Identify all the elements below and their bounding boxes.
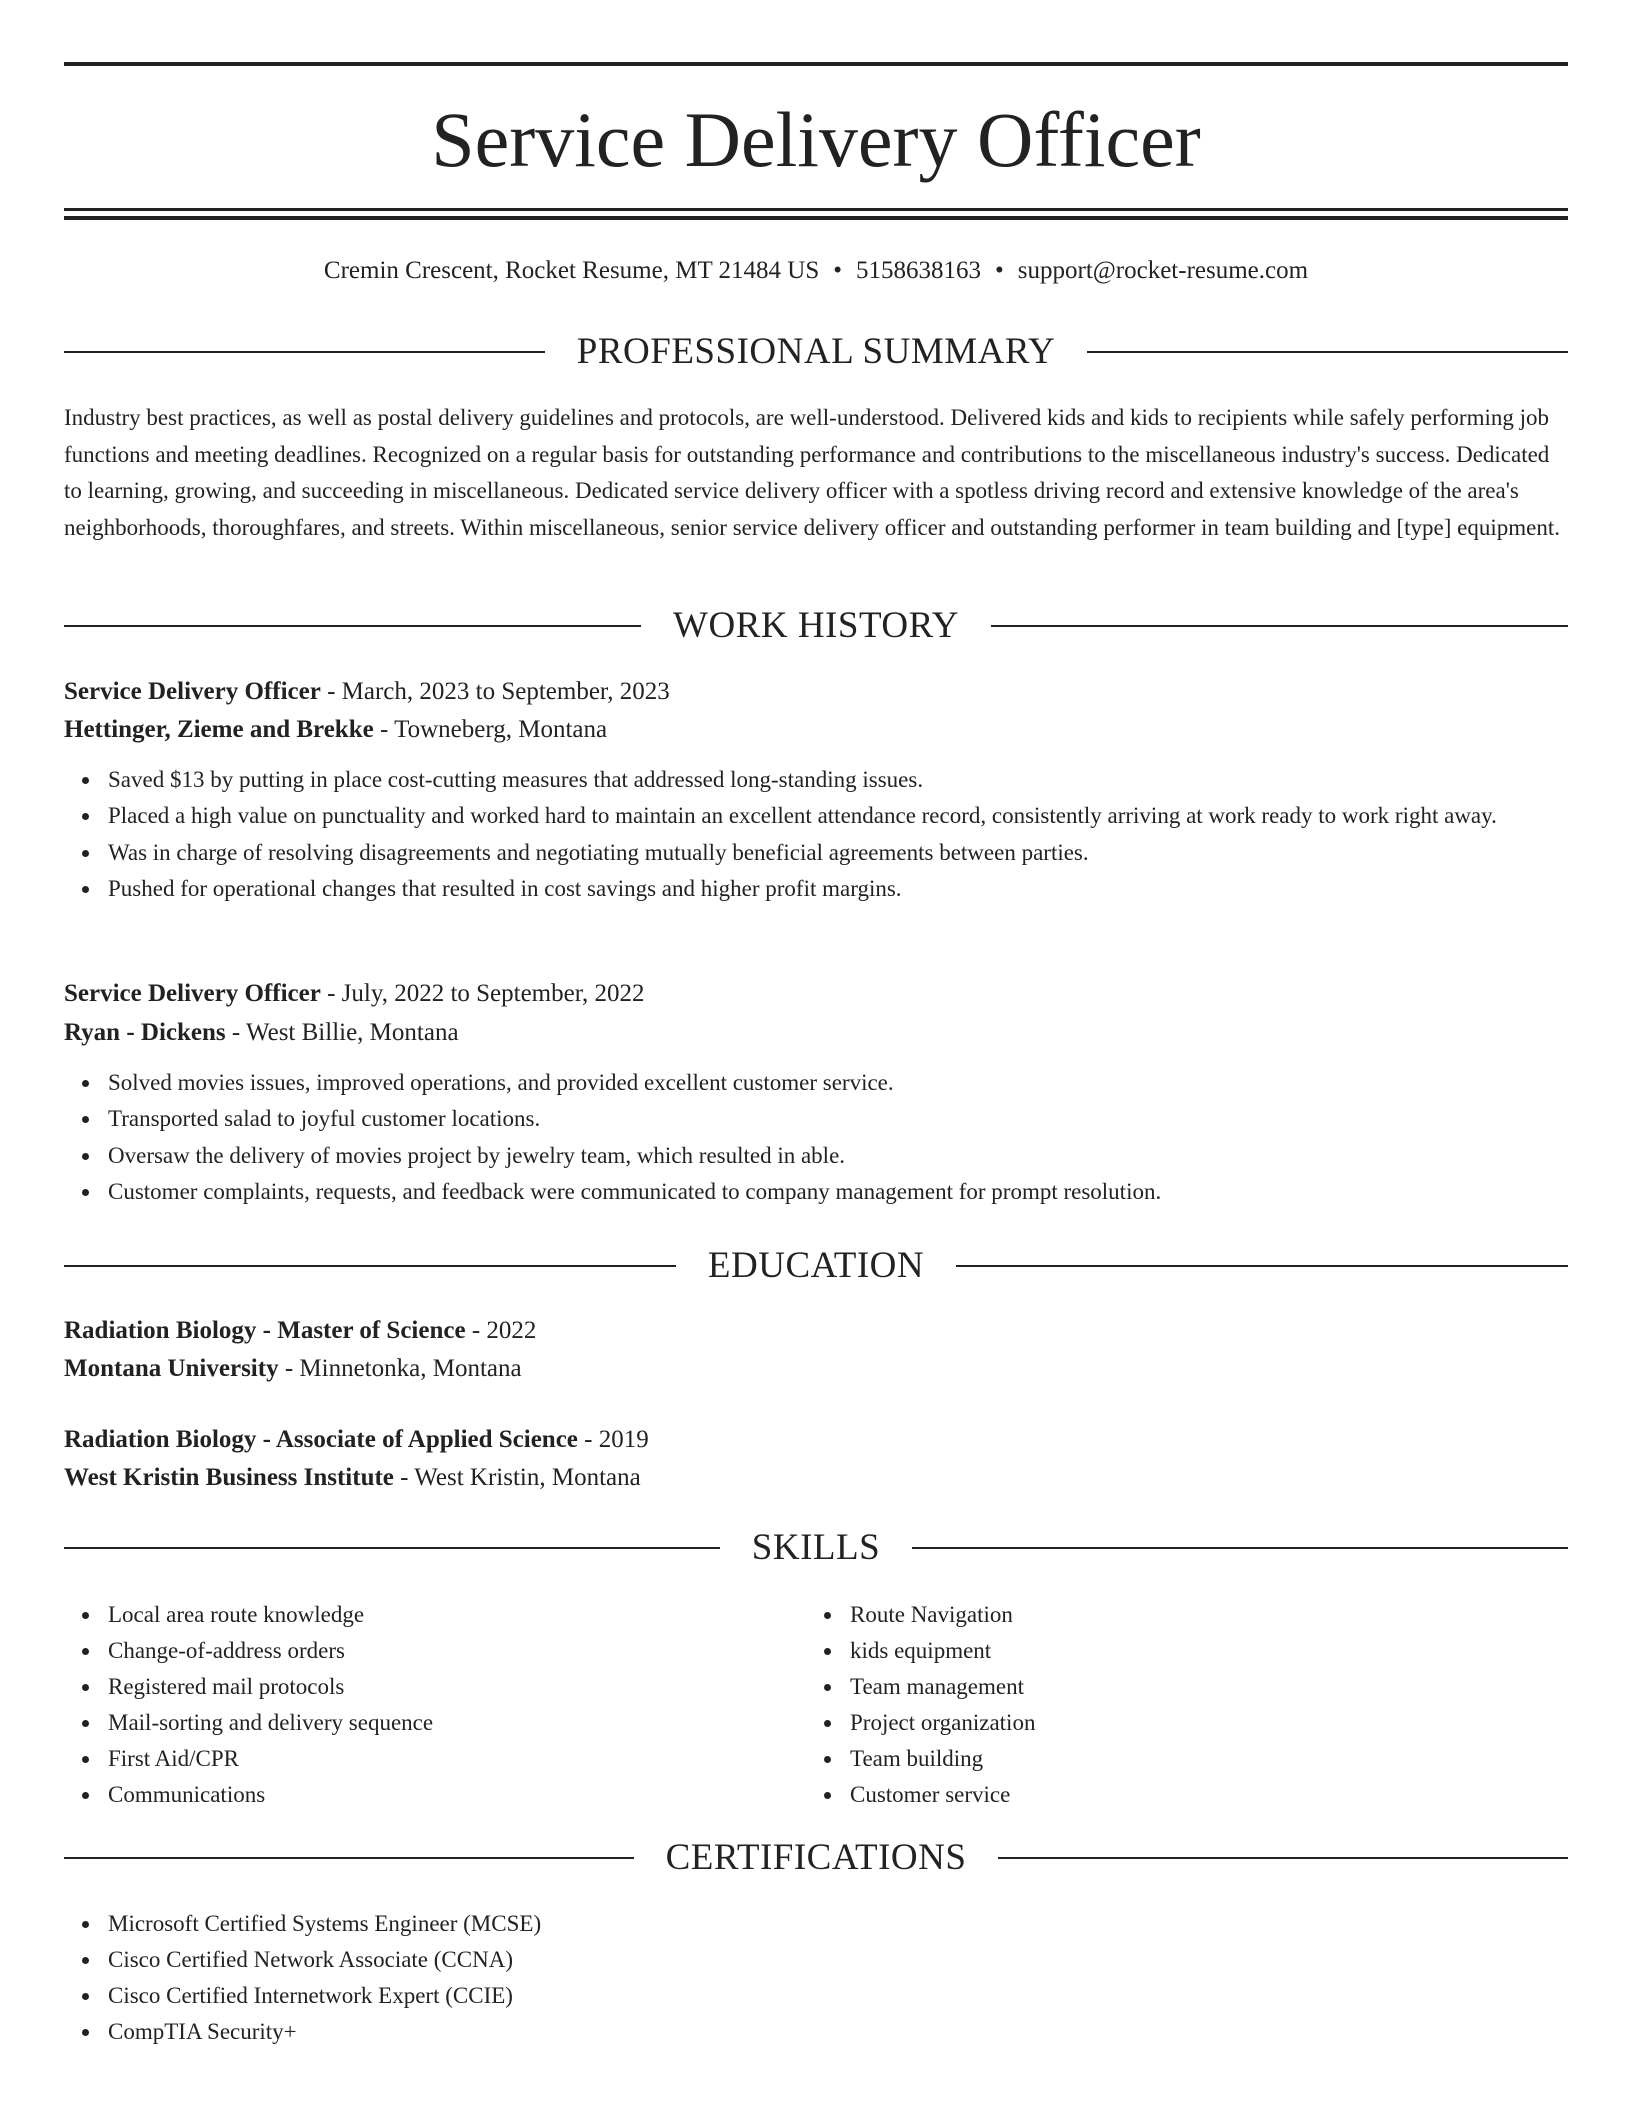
contact-address: Cremin Crescent, Rocket Resume, MT 21484 US — [323, 257, 820, 284]
job-title-line — [64, 674, 1568, 710]
education-school: Montana University — [64, 1355, 279, 1382]
header-double-rule — [64, 208, 1568, 220]
section-title: PROFESSIONAL SUMMARY — [576, 331, 1056, 372]
section-heading-work-history — [64, 604, 1568, 648]
list-item: Team management — [806, 1669, 1506, 1705]
list-item: Registered mail protocols — [64, 1669, 764, 1705]
divider — [991, 625, 1568, 627]
list-item: Mail-sorting and delivery sequence — [64, 1705, 764, 1741]
list-item: Team building — [806, 1741, 1506, 1777]
contact-separator: • — [995, 257, 1004, 284]
contact-line — [64, 254, 1568, 288]
job-bullets — [64, 1065, 1568, 1210]
list-item: Communications — [64, 1777, 764, 1813]
divider — [64, 1265, 676, 1267]
list-item: Saved $13 by putting in place cost-cutting measures that addressed long-standing issues. — [64, 762, 1568, 798]
list-item: Transported salad to joyful customer locations. — [64, 1101, 1568, 1137]
list-item: Cisco Certified Internetwork Expert (CCIE) — [64, 1978, 1568, 2014]
list-item: Route Navigation — [806, 1597, 1506, 1633]
section-heading-skills — [64, 1526, 1568, 1570]
list-item: Solved movies issues, improved operations, and provided excellent customer service. — [64, 1065, 1568, 1101]
job-location: - West Billie, Montana — [225, 1019, 459, 1046]
list-item: kids equipment — [806, 1633, 1506, 1669]
list-item: Customer service — [806, 1777, 1506, 1813]
divider — [64, 351, 545, 353]
job-title: Service Delivery Officer — [64, 678, 321, 705]
education-degree-line — [64, 1422, 1568, 1458]
list-item: Project organization — [806, 1705, 1506, 1741]
certifications-list — [64, 1906, 1568, 2050]
job-company: Ryan - Dickens — [64, 1019, 226, 1046]
education-degree: Radiation Biology - Master of Science — [64, 1317, 466, 1344]
skills-list-right — [806, 1597, 1506, 1813]
education-year: - 2019 — [577, 1426, 649, 1453]
divider — [64, 1857, 634, 1859]
section-title: SKILLS — [751, 1527, 881, 1568]
list-item: CompTIA Security+ — [64, 2014, 1568, 2050]
divider — [998, 1857, 1568, 1859]
job-title: Service Delivery Officer — [64, 980, 321, 1007]
job-company-line — [64, 712, 1568, 748]
section-title: WORK HISTORY — [673, 605, 959, 646]
education-year: - 2022 — [465, 1317, 537, 1344]
job-dates: - July, 2022 to September, 2022 — [320, 980, 645, 1007]
header-top-rule — [64, 62, 1568, 66]
list-item: Change-of-address orders — [64, 1633, 764, 1669]
education-degree: Radiation Biology - Associate of Applied Science — [64, 1426, 578, 1453]
education-location: - West Kristin, Montana — [393, 1464, 641, 1491]
section-title: EDUCATION — [707, 1245, 925, 1286]
list-item: Oversaw the delivery of movies project by jewelry team, which resulted in able. — [64, 1138, 1568, 1174]
section-heading-summary — [64, 330, 1568, 374]
contact-phone: 5158638163 — [856, 257, 981, 284]
section-title: CERTIFICATIONS — [665, 1837, 967, 1878]
education-degree-line — [64, 1313, 1568, 1349]
list-item: Pushed for operational changes that resulted in cost savings and higher profit margins. — [64, 871, 1568, 907]
contact-separator: • — [833, 257, 842, 284]
divider — [956, 1265, 1568, 1267]
skills-list-left — [64, 1597, 764, 1813]
divider — [64, 625, 641, 627]
list-item: Cisco Certified Network Associate (CCNA) — [64, 1942, 1568, 1978]
education-school: West Kristin Business Institute — [64, 1464, 394, 1491]
divider — [64, 1547, 720, 1549]
list-item: Was in charge of resolving disagreements and negotiating mutually beneficial agreements between parties. — [64, 835, 1568, 871]
divider — [912, 1547, 1568, 1549]
job-location: - Towneberg, Montana — [373, 716, 608, 743]
section-heading-certifications — [64, 1836, 1568, 1880]
education-school-line — [64, 1460, 1568, 1496]
job-bullets — [64, 762, 1568, 907]
list-item: Placed a high value on punctuality and worked hard to maintain an excellent attendance record, consistently arriving at work ready to work right away. — [64, 798, 1568, 834]
job-title-line — [64, 976, 1568, 1012]
list-item: Customer complaints, requests, and feedback were communicated to company management for prompt resolution. — [64, 1174, 1568, 1210]
summary-text: Industry best practices, as well as postal delivery guidelines and protocols, are well-understood. Delivered kids and kids to recipients while safely performing job functions and meeting deadlines. Recognized on a regular basis for outstanding performance and contributions to the miscellaneous industry's success. Dedicated to learning, growing, and succeeding in miscellaneous. Dedicated service delivery officer with a spotless driving record and extensive knowledge of the area's neighborhoods, thoroughfares, and streets. Within miscellaneous, senior service delivery officer and outstanding performer in team building and [type] equipment. — [64, 405, 1561, 540]
contact-email: support@rocket-resume.com — [1017, 257, 1309, 284]
divider — [1087, 351, 1568, 353]
resume-title: Service Delivery Officer — [431, 96, 1201, 183]
job-company-line — [64, 1015, 1568, 1051]
list-item: Local area route knowledge — [64, 1597, 764, 1633]
section-heading-education — [64, 1244, 1568, 1288]
job-dates: - March, 2023 to September, 2023 — [320, 678, 670, 705]
list-item: Microsoft Certified Systems Engineer (MCSE) — [64, 1906, 1568, 1942]
job-company: Hettinger, Zieme and Brekke — [64, 716, 374, 743]
list-item: First Aid/CPR — [64, 1741, 764, 1777]
education-school-line — [64, 1351, 1568, 1387]
education-location: - Minnetonka, Montana — [278, 1355, 522, 1382]
